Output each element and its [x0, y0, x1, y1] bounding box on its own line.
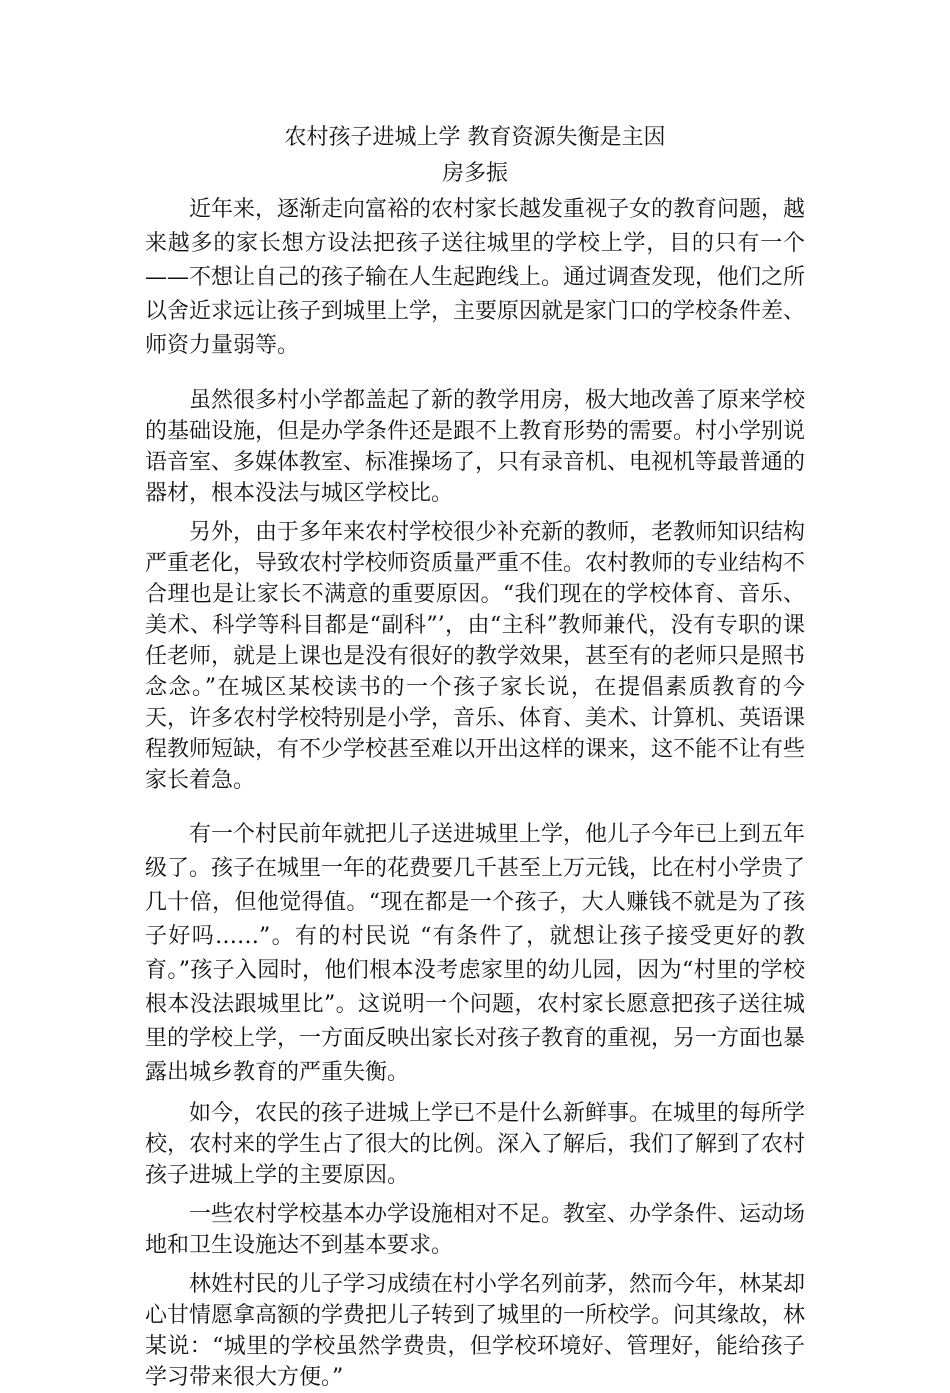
- paragraph-2: 虽然很多村小学都盖起了新的教学用房，极大地改善了原来学校的基础设施，但是办学条件还是跟不上教育形势的需要。村小学别说语音室、多媒体教室、标准操场了，只有录音机、电视机等最普通的器材，根本没法与城区学校比。: [145, 388, 806, 506]
- document-body: [145, 193, 805, 1393]
- paragraph-7: 林姓村民的儿子学习成绩在村小学名列前茅，然而今年，林某却心甘情愿拿高额的学费把儿子转到了城里的一所校学。问其缘故，林某说：“城里的学校虽然学费贵，但学校环境好、管理好，能给孩子学习带来很大方便。”: [145, 1272, 806, 1390]
- paragraph-5: 如今，农民的孩子进城上学已不是什么新鲜事。在城里的每所学校，农村来的学生占了很大的比例。深入了解后，我们了解到了农村孩子进城上学的主要原因。: [145, 1101, 806, 1188]
- document-author: 房多振: [441, 161, 508, 186]
- paragraph-1: 近年来，逐渐走向富裕的农村家长越发重视子女的教育问题，越来越多的家长想方设法把孩子送往城里的学校上学，目的只有一个——不想让自己的孩子输在人生起跑线上。通过调查发现，他们之所以舍近求远让孩子到城里上学，主要原因就是家门口的学校条件差、师资力量弱等。: [145, 197, 806, 358]
- paragraph-6: 一些农村学校基本办学设施相对不足。教室、办学条件、运动场地和卫生设施达不到基本要求。: [145, 1202, 806, 1258]
- paragraph-4: 有一个村民前年就把儿子送进城里上学，他儿子今年已上到五年级了。孩子在城里一年的花费要几千甚至上万元钱，比在村小学贵了几十倍，但他觉得值。“现在都是一个孩子，大人赚钱不就是为了孩子好吗……”。有的村民说 “有条件了，就想让孩子接受更好的教育。”孩子入园时，他们根本没考虑家里的幼儿园，因为“村里的学校根本没法跟城里比”。这说明一个问题，农村家长愿意把孩子送往城里的学校上学，一方面反映出家长对孩子教育的重视，另一方面也暴露出城乡教育的严重失衡。: [145, 822, 806, 1085]
- document-title: 农村孩子进城上学 教育资源失衡是主因: [284, 125, 666, 150]
- paragraph-3: 另外，由于多年来农村学校很少补充新的教师，老教师知识结构严重老化，导致农村学校师资质量严重不佳。农村教师的专业结构不合理也是让家长不满意的重要原因。“我们现在的学校体育、音乐、美术、科学等科目都是“副科”’，由“主科”教师兼代，没有专职的课任老师，就是上课也是没有很好的教学效果，甚至有的老师只是照书念念。”在城区某校读书的一个孩子家长说，在提倡素质教育的今天，许多农村学校特别是小学，音乐、体育、美术、计算机、英语课程教师短缺，有不少学校甚至难以开出这样的课来，这不能不让有些家长着急。: [145, 520, 806, 793]
